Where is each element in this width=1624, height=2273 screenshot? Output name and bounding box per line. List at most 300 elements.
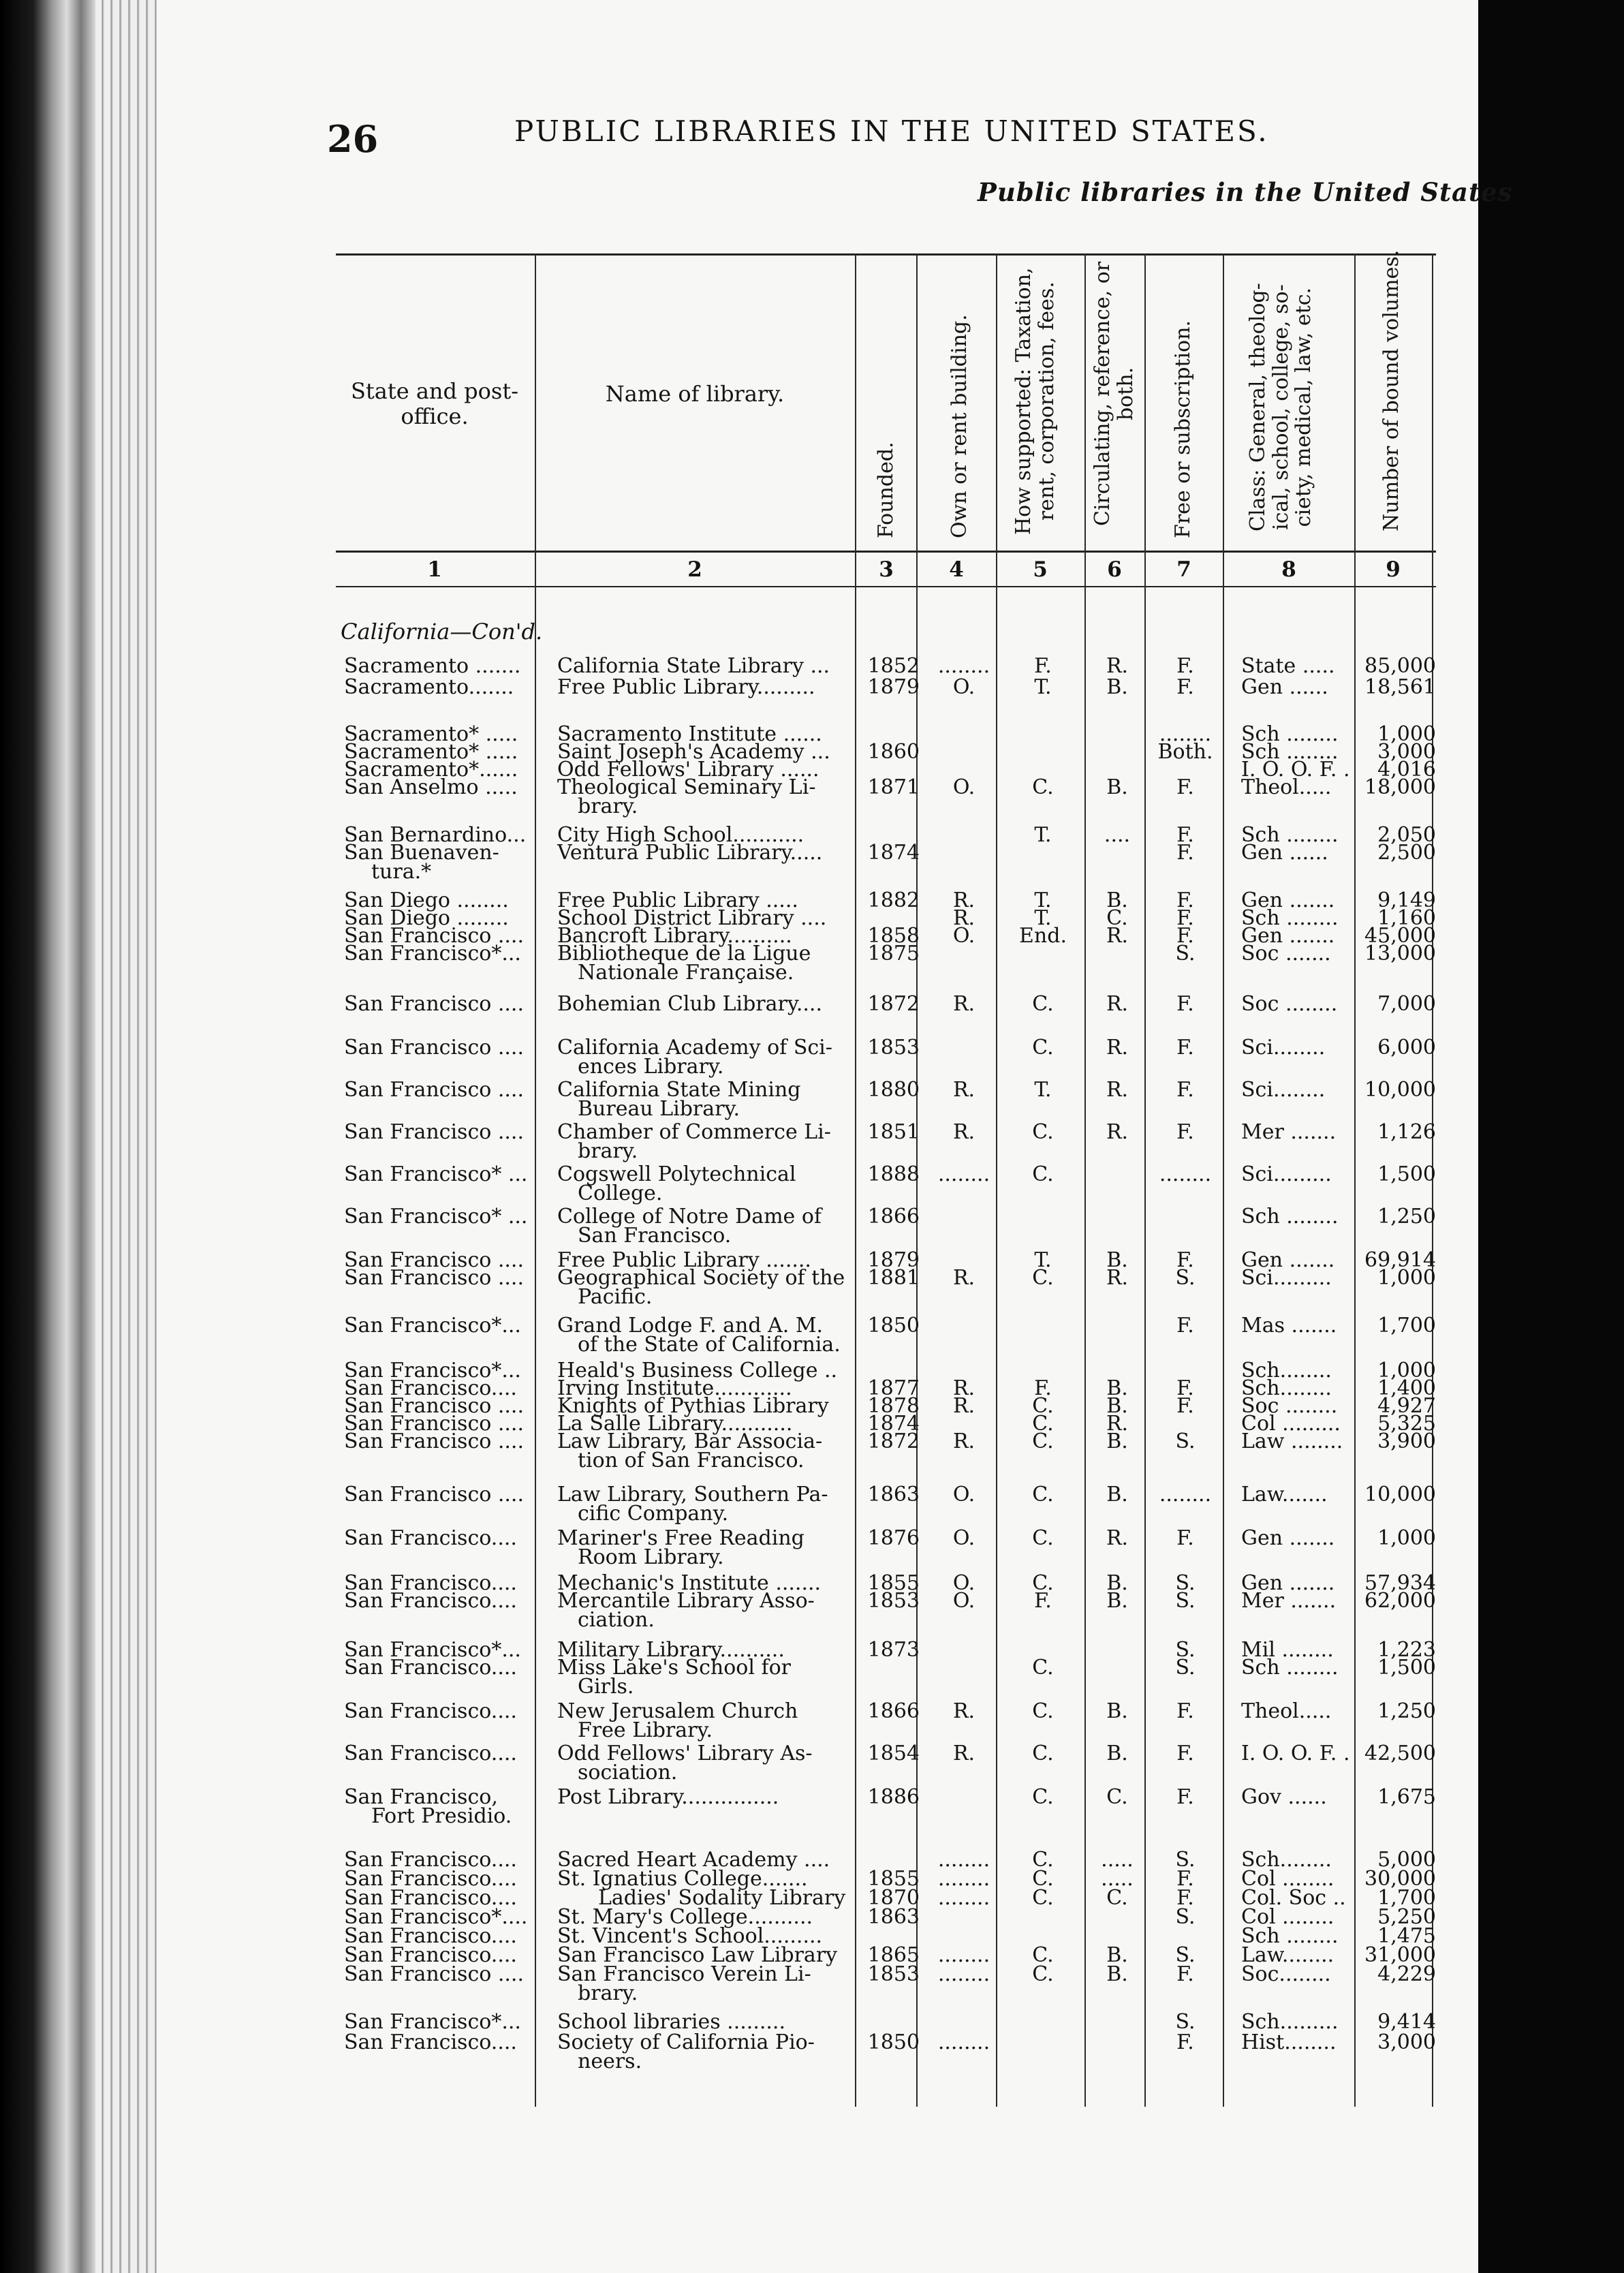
support-cell: C.	[1032, 1162, 1054, 1186]
free-subscription-cell: S.	[1175, 1848, 1196, 1872]
circulation-cell: R.	[1106, 654, 1129, 678]
circulation-cell: R.	[1106, 1036, 1129, 1060]
founded-cell: 1863	[867, 1483, 920, 1506]
class-cell: Hist........	[1241, 2030, 1337, 2054]
class-cell: Gov ......	[1241, 1785, 1327, 1809]
founded-cell: 1866	[867, 1699, 920, 1723]
class-cell: I. O. O. F. .	[1241, 758, 1350, 782]
class-cell: Sch........	[1241, 1359, 1332, 1382]
own-rent-cell: O.	[952, 1483, 975, 1506]
support-cell: T.	[1034, 1078, 1052, 1102]
free-subscription-cell: F.	[1176, 1036, 1194, 1060]
class-cell: Sch ........	[1241, 1205, 1339, 1228]
founded-cell: 1863	[867, 1905, 920, 1929]
library-name-continuation: brary.	[578, 1981, 638, 2005]
free-subscription-cell: F.	[1176, 2030, 1194, 2054]
circulation-cell: R.	[1106, 992, 1129, 1016]
volumes-cell: 45,000	[1364, 924, 1436, 948]
circulation-cell: B.	[1106, 1429, 1128, 1453]
founded-cell: 1871	[867, 775, 920, 799]
volumes-cell: 2,050	[1377, 823, 1436, 847]
class-cell: Gen .......	[1241, 1571, 1335, 1595]
volumes-cell: 5,325	[1377, 1412, 1436, 1436]
library-name-continuation: Room Library.	[578, 1545, 724, 1569]
free-subscription-cell: S.	[1175, 1638, 1196, 1662]
library-name-continuation: brary.	[578, 1139, 638, 1163]
column-number: 6	[1107, 557, 1122, 582]
library-name-cell: City High School...........	[557, 823, 805, 847]
founded-cell: 1866	[867, 1205, 920, 1228]
founded-cell: 1858	[867, 924, 920, 948]
page-number: 26	[327, 117, 379, 161]
support-cell: C.	[1032, 1394, 1054, 1418]
place-cell: San Buenaven-	[344, 841, 499, 865]
class-cell: Col ........	[1241, 1867, 1334, 1891]
founded-cell: 1853	[867, 1036, 920, 1060]
support-cell: F.	[1034, 1589, 1052, 1613]
place-cell: San Diego ........	[344, 888, 509, 912]
class-cell: Sch ........	[1241, 1924, 1339, 1948]
free-subscription-cell: F.	[1176, 1078, 1194, 1102]
library-name-continuation: Pacific.	[578, 1285, 653, 1309]
free-subscription-cell: F.	[1176, 675, 1194, 699]
library-name-cell: Sacred Heart Academy ....	[557, 1848, 830, 1872]
free-subscription-cell: F.	[1176, 1699, 1194, 1723]
place-cell: San Francisco....	[344, 1656, 517, 1680]
place-cell: San Francisco....	[344, 1924, 517, 1948]
free-subscription-cell: S.	[1175, 1266, 1196, 1290]
volumes-cell: 10,000	[1364, 1078, 1436, 1102]
header-top-rule	[336, 253, 1436, 256]
place-cell: San Francisco....	[344, 1699, 517, 1723]
volumes-cell: 9,149	[1377, 888, 1436, 912]
column-number-rule	[336, 586, 1436, 587]
own-rent-cell: R.	[952, 1376, 975, 1400]
founded-cell: 1873	[867, 1638, 920, 1662]
founded-cell: 1874	[867, 841, 920, 865]
own-rent-cell: ........	[937, 1867, 990, 1891]
library-name-continuation: ciation.	[578, 1608, 655, 1632]
column-number: 4	[949, 557, 964, 582]
library-name-continuation: neers.	[578, 2050, 642, 2073]
volumes-cell: 9,414	[1377, 2010, 1436, 2034]
circulation-cell: R.	[1106, 1266, 1129, 1290]
class-cell: Col. Soc ..	[1241, 1886, 1346, 1910]
section-label: California—Con'd.	[341, 619, 543, 645]
free-subscription-cell: F.	[1176, 1742, 1194, 1765]
volumes-cell: 85,000	[1364, 654, 1436, 678]
library-name-continuation: San Francisco.	[578, 1224, 732, 1248]
library-name-cell: San Francisco Law Library	[557, 1943, 838, 1967]
library-name-cell: Free Public Library .......	[557, 1248, 811, 1272]
library-name-cell: Mercantile Library Asso-	[557, 1589, 815, 1613]
circulation-cell: B.	[1106, 1589, 1128, 1613]
founded-cell: 1881	[867, 1266, 920, 1290]
free-subscription-cell: ........	[1159, 1483, 1212, 1506]
circulation-cell: C.	[1106, 1785, 1128, 1809]
book-spine	[0, 0, 95, 2273]
founded-cell: 1886	[867, 1785, 920, 1809]
free-subscription-cell: F.	[1176, 1867, 1194, 1891]
library-name-cell: Mariner's Free Reading	[557, 1526, 805, 1550]
support-cell: C.	[1032, 1036, 1054, 1060]
place-cell: San Francisco ....	[344, 1120, 524, 1144]
support-cell: C.	[1032, 1962, 1054, 1986]
place-cell: San Francisco....	[344, 1571, 517, 1595]
header-circulating: Circulating, reference, or both.	[1091, 261, 1138, 526]
own-rent-cell: R.	[952, 992, 975, 1016]
class-cell: Mas .......	[1241, 1314, 1337, 1337]
library-name-cell: School libraries .........	[557, 2010, 785, 2034]
library-name-continuation: brary.	[578, 794, 638, 818]
place-cell: San Francisco ....	[344, 1248, 524, 1272]
volumes-cell: 1,000	[1377, 1359, 1436, 1382]
free-subscription-cell: F.	[1176, 888, 1194, 912]
class-cell: Soc .......	[1241, 942, 1331, 965]
volumes-cell: 18,000	[1364, 775, 1436, 799]
library-name-cell: Ventura Public Library.....	[557, 841, 823, 865]
support-cell: C.	[1032, 1943, 1054, 1967]
place-cell: San Francisco*...	[344, 942, 521, 965]
support-cell: C.	[1032, 1656, 1054, 1680]
library-name-cell: Cogswell Polytechnical	[557, 1162, 796, 1186]
support-cell: C.	[1032, 1412, 1054, 1436]
volumes-cell: 18,561	[1364, 675, 1436, 699]
volumes-cell: 1,500	[1377, 1162, 1436, 1186]
place-cell: San Francisco....	[344, 2030, 517, 2054]
support-cell: T.	[1034, 906, 1052, 930]
header-library-name: Name of library.	[605, 381, 785, 407]
support-cell: C.	[1032, 1571, 1054, 1595]
library-name-cell: California Academy of Sci-	[557, 1036, 832, 1060]
volumes-cell: 2,500	[1377, 841, 1436, 865]
founded-cell: 1850	[867, 2030, 920, 2054]
place-cell: San Francisco*...	[344, 1638, 521, 1662]
library-name-continuation: tion of San Francisco.	[578, 1449, 805, 1472]
column-number: 8	[1281, 557, 1296, 582]
class-cell: Sch ........	[1241, 1656, 1339, 1680]
column-number: 5	[1033, 557, 1048, 582]
place-cell: Sacramento*......	[344, 758, 518, 782]
own-rent-cell: O.	[952, 924, 975, 948]
class-cell: Law ........	[1241, 1429, 1343, 1453]
own-rent-cell: R.	[952, 1742, 975, 1765]
free-subscription-cell: S.	[1175, 942, 1196, 965]
volumes-cell: 1,126	[1377, 1120, 1436, 1144]
support-cell: C.	[1032, 1120, 1054, 1144]
founded-cell: 1865	[867, 1943, 920, 1967]
header-own-or-rent: Own or rent building.	[948, 314, 971, 538]
volumes-cell: 1,400	[1377, 1376, 1436, 1400]
support-cell: C.	[1032, 775, 1054, 799]
place-cell: San Anselmo .....	[344, 775, 518, 799]
founded-cell: 1879	[867, 1248, 920, 1272]
founded-cell: 1872	[867, 992, 920, 1016]
class-cell: Sch ........	[1241, 722, 1339, 746]
free-subscription-cell: S.	[1175, 1571, 1196, 1595]
volumes-cell: 1,000	[1377, 1266, 1436, 1290]
place-cell: San Francisco....	[344, 1526, 517, 1550]
free-subscription-cell: Both.	[1157, 740, 1213, 764]
place-cell: San Francisco* ...	[344, 1205, 528, 1228]
library-name-continuation: College.	[578, 1181, 663, 1205]
support-cell: T.	[1034, 675, 1052, 699]
free-subscription-cell: S.	[1175, 1656, 1196, 1680]
circulation-cell: B.	[1106, 1483, 1128, 1506]
place-cell: San Francisco*...	[344, 1314, 521, 1337]
free-subscription-cell: F.	[1176, 1886, 1194, 1910]
support-cell: C.	[1032, 1867, 1054, 1891]
own-rent-cell: R.	[952, 1266, 975, 1290]
founded-cell: 1879	[867, 675, 920, 699]
place-cell: Sacramento* .....	[344, 722, 518, 746]
free-subscription-cell: ........	[1159, 722, 1212, 746]
own-rent-cell: R.	[952, 1429, 975, 1453]
class-cell: Theol.....	[1241, 1699, 1332, 1723]
free-subscription-cell: F.	[1176, 1314, 1194, 1337]
header-bottom-rule	[336, 551, 1436, 553]
header-class: Class: General, theolog- ical, school, college, so- ciety, medical, law, etc.	[1246, 283, 1316, 531]
support-cell: C.	[1032, 1526, 1054, 1550]
place-cell: Sacramento.......	[344, 675, 514, 699]
free-subscription-cell: F.	[1176, 1394, 1194, 1418]
volumes-cell: 5,000	[1377, 1848, 1436, 1872]
library-name-cell: San Francisco Verein Li-	[557, 1962, 811, 1986]
library-name-continuation: sociation.	[578, 1761, 678, 1784]
volumes-cell: 10,000	[1364, 1483, 1436, 1506]
support-cell: C.	[1032, 1699, 1054, 1723]
volumes-cell: 1,475	[1377, 1924, 1436, 1948]
circulation-cell: R.	[1106, 1412, 1129, 1436]
volumes-cell: 1,160	[1377, 906, 1436, 930]
class-cell: Sch ........	[1241, 906, 1339, 930]
class-cell: Gen ......	[1241, 675, 1328, 699]
free-subscription-cell: F.	[1176, 654, 1194, 678]
free-subscription-cell: ........	[1159, 1162, 1212, 1186]
circulation-cell: B.	[1106, 1699, 1128, 1723]
support-cell: C.	[1032, 1848, 1054, 1872]
own-rent-cell: O.	[952, 1589, 975, 1613]
free-subscription-cell: F.	[1176, 823, 1194, 847]
library-name-cell: Society of California Pio-	[557, 2030, 815, 2054]
free-subscription-cell: S.	[1175, 1589, 1196, 1613]
own-rent-cell: O.	[952, 1571, 975, 1595]
circulation-cell: C.	[1106, 1886, 1128, 1910]
free-subscription-cell: F.	[1176, 1962, 1194, 1986]
place-cell: San Francisco....	[344, 1376, 517, 1400]
volumes-cell: 1,675	[1377, 1785, 1436, 1809]
place-cell: San Francisco....	[344, 1848, 517, 1872]
library-name-cell: Free Public Library .....	[557, 888, 798, 912]
founded-cell: 1876	[867, 1526, 920, 1550]
place-cell: San Francisco ....	[344, 1483, 524, 1506]
founded-cell: 1854	[867, 1742, 920, 1765]
circulation-cell: R.	[1106, 1526, 1129, 1550]
place-cell: San Francisco....	[344, 1867, 517, 1891]
circulation-cell: B.	[1106, 675, 1128, 699]
own-rent-cell: O.	[952, 1526, 975, 1550]
column-number: 7	[1176, 557, 1191, 582]
volumes-cell: 1,250	[1377, 1699, 1436, 1723]
library-name-continuation: cific Company.	[578, 1502, 729, 1526]
library-name-cell: Knights of Pythias Library	[557, 1394, 829, 1418]
place-cell: San Francisco ....	[344, 1412, 524, 1436]
class-cell: State .....	[1241, 654, 1335, 678]
own-rent-cell: ........	[937, 1162, 990, 1186]
free-subscription-cell: F.	[1176, 992, 1194, 1016]
class-cell: Sci.........	[1241, 1266, 1332, 1290]
volumes-cell: 4,927	[1377, 1394, 1436, 1418]
library-name-cell: California State Library ...	[557, 654, 830, 678]
circulation-cell: B.	[1106, 888, 1128, 912]
volumes-cell: 1,700	[1377, 1314, 1436, 1337]
library-name-cell: College of Notre Dame of	[557, 1205, 822, 1228]
volumes-cell: 1,223	[1377, 1638, 1436, 1662]
founded-cell: 1855	[867, 1571, 920, 1595]
free-subscription-cell: S.	[1175, 2010, 1196, 2034]
own-rent-cell: R.	[952, 1078, 975, 1102]
library-name-cell: Irving Institute............	[557, 1376, 792, 1400]
column-number: 1	[427, 557, 442, 582]
place-cell: Sacramento .......	[344, 654, 521, 678]
library-name-cell: Free Public Library.........	[557, 675, 815, 699]
class-cell: Mil ........	[1241, 1638, 1334, 1662]
column-divider	[1084, 253, 1086, 2107]
library-name-cell: St. Ignatius College.......	[557, 1867, 808, 1891]
page-stack-edge	[95, 0, 157, 2273]
column-number: 2	[687, 557, 702, 582]
class-cell: Gen .......	[1241, 888, 1335, 912]
library-name-continuation: Girls.	[578, 1675, 634, 1699]
place-cell: San Francisco ....	[344, 1266, 524, 1290]
library-name-cell: Ladies' Sodality Library	[598, 1886, 846, 1910]
header-free-or-subscription: Free or subscription.	[1171, 320, 1195, 538]
class-cell: Sci.........	[1241, 1162, 1332, 1186]
founded-cell: 1888	[867, 1162, 920, 1186]
own-rent-cell: ........	[937, 2030, 990, 2054]
own-rent-cell: R.	[952, 1394, 975, 1418]
founded-cell: 1880	[867, 1078, 920, 1102]
place-cell: San Francisco ....	[344, 1078, 524, 1102]
circulation-cell: B.	[1106, 775, 1128, 799]
class-cell: Soc ........	[1241, 992, 1338, 1016]
support-cell: T.	[1034, 1248, 1052, 1272]
free-subscription-cell: F.	[1176, 924, 1194, 948]
library-name-cell: St. Mary's College..........	[557, 1905, 813, 1929]
founded-cell: 1878	[867, 1394, 920, 1418]
circulation-cell: ....	[1104, 823, 1131, 847]
free-subscription-cell: S.	[1175, 1429, 1196, 1453]
founded-cell: 1882	[867, 888, 920, 912]
free-subscription-cell: S.	[1175, 1905, 1196, 1929]
library-name-cell: Chamber of Commerce Li-	[557, 1120, 831, 1144]
column-number: 3	[879, 557, 894, 582]
circulation-cell: .....	[1101, 1848, 1134, 1872]
volumes-cell: 1,250	[1377, 1205, 1436, 1228]
founded-cell: 1870	[867, 1886, 920, 1910]
support-cell: C.	[1032, 992, 1054, 1016]
free-subscription-cell: F.	[1176, 841, 1194, 865]
volumes-cell: 69,914	[1364, 1248, 1436, 1272]
founded-cell: 1855	[867, 1867, 920, 1891]
circulation-cell: B.	[1106, 1943, 1128, 1967]
free-subscription-cell: S.	[1175, 1943, 1196, 1967]
circulation-cell: R.	[1106, 924, 1129, 948]
library-name-cell: Grand Lodge F. and A. M.	[557, 1314, 824, 1337]
place-cell: San Francisco ....	[344, 992, 524, 1016]
free-subscription-cell: F.	[1176, 1376, 1194, 1400]
support-cell: C.	[1032, 1886, 1054, 1910]
column-divider	[1144, 253, 1146, 2107]
support-cell: C.	[1032, 1429, 1054, 1453]
place-cell: San Francisco....	[344, 1943, 517, 1967]
founded-cell: 1853	[867, 1962, 920, 1986]
class-cell: Mer .......	[1241, 1120, 1337, 1144]
library-name-cell: School District Library ....	[557, 906, 827, 930]
class-cell: Sch ........	[1241, 823, 1339, 847]
table-subtitle: Public libraries in the United States	[978, 177, 1513, 207]
header-bound-volumes: Number of bound volumes.	[1379, 249, 1403, 531]
library-name-cell: California State Mining	[557, 1078, 801, 1102]
library-name-cell: Law Library, Bar Associa-	[557, 1429, 823, 1453]
volumes-cell: 13,000	[1364, 942, 1436, 965]
class-cell: Gen .......	[1241, 924, 1335, 948]
place-cell: San Francisco*...	[344, 2010, 521, 2034]
circulation-cell: B.	[1106, 1248, 1128, 1272]
class-cell: Soc........	[1241, 1962, 1331, 1986]
place-cell: San Francisco ....	[344, 1429, 524, 1453]
own-rent-cell: O.	[952, 675, 975, 699]
library-name-cell: Mechanic's Institute .......	[557, 1571, 822, 1595]
class-cell: Gen .......	[1241, 1526, 1335, 1550]
library-name-continuation: of the State of California.	[578, 1333, 841, 1357]
volumes-cell: 5,250	[1377, 1905, 1436, 1929]
volumes-cell: 42,500	[1364, 1742, 1436, 1765]
library-name-continuation: Nationale Française.	[578, 961, 794, 985]
own-rent-cell: ........	[937, 1886, 990, 1910]
support-cell: C.	[1032, 1785, 1054, 1809]
header-state-post-office: State and post- office.	[350, 378, 518, 429]
support-cell: T.	[1034, 823, 1052, 847]
own-rent-cell: R.	[952, 888, 975, 912]
place-cell: San Francisco* ...	[344, 1162, 528, 1186]
library-name-cell: Bibliotheque de la Ligue	[557, 942, 811, 965]
library-name-cell: Post Library...............	[557, 1785, 779, 1809]
own-rent-cell: O.	[952, 775, 975, 799]
circulation-cell: B.	[1106, 1571, 1128, 1595]
library-name-cell: New Jerusalem Church	[557, 1699, 798, 1723]
founded-cell: 1860	[867, 740, 920, 764]
founded-cell: 1851	[867, 1120, 920, 1144]
place-cell: San Francisco ....	[344, 1036, 524, 1060]
own-rent-cell: R.	[952, 1699, 975, 1723]
place-continuation: Fort Presidio.	[371, 1804, 512, 1828]
free-subscription-cell: F.	[1176, 1526, 1194, 1550]
class-cell: Sci........	[1241, 1078, 1326, 1102]
library-name-cell: St. Vincent's School.........	[557, 1924, 823, 1948]
support-cell: T.	[1034, 888, 1052, 912]
class-cell: Gen .......	[1241, 1248, 1335, 1272]
place-cell: San Francisco....	[344, 1886, 517, 1910]
place-cell: San Francisco ....	[344, 1962, 524, 1986]
volumes-cell: 1,000	[1377, 722, 1436, 746]
free-subscription-cell: F.	[1176, 1785, 1194, 1809]
class-cell: Theol.....	[1241, 775, 1332, 799]
library-name-cell: Odd Fellows' Library As-	[557, 1742, 813, 1765]
support-cell: F.	[1034, 1376, 1052, 1400]
free-subscription-cell: F.	[1176, 775, 1194, 799]
column-divider	[1223, 253, 1224, 2107]
